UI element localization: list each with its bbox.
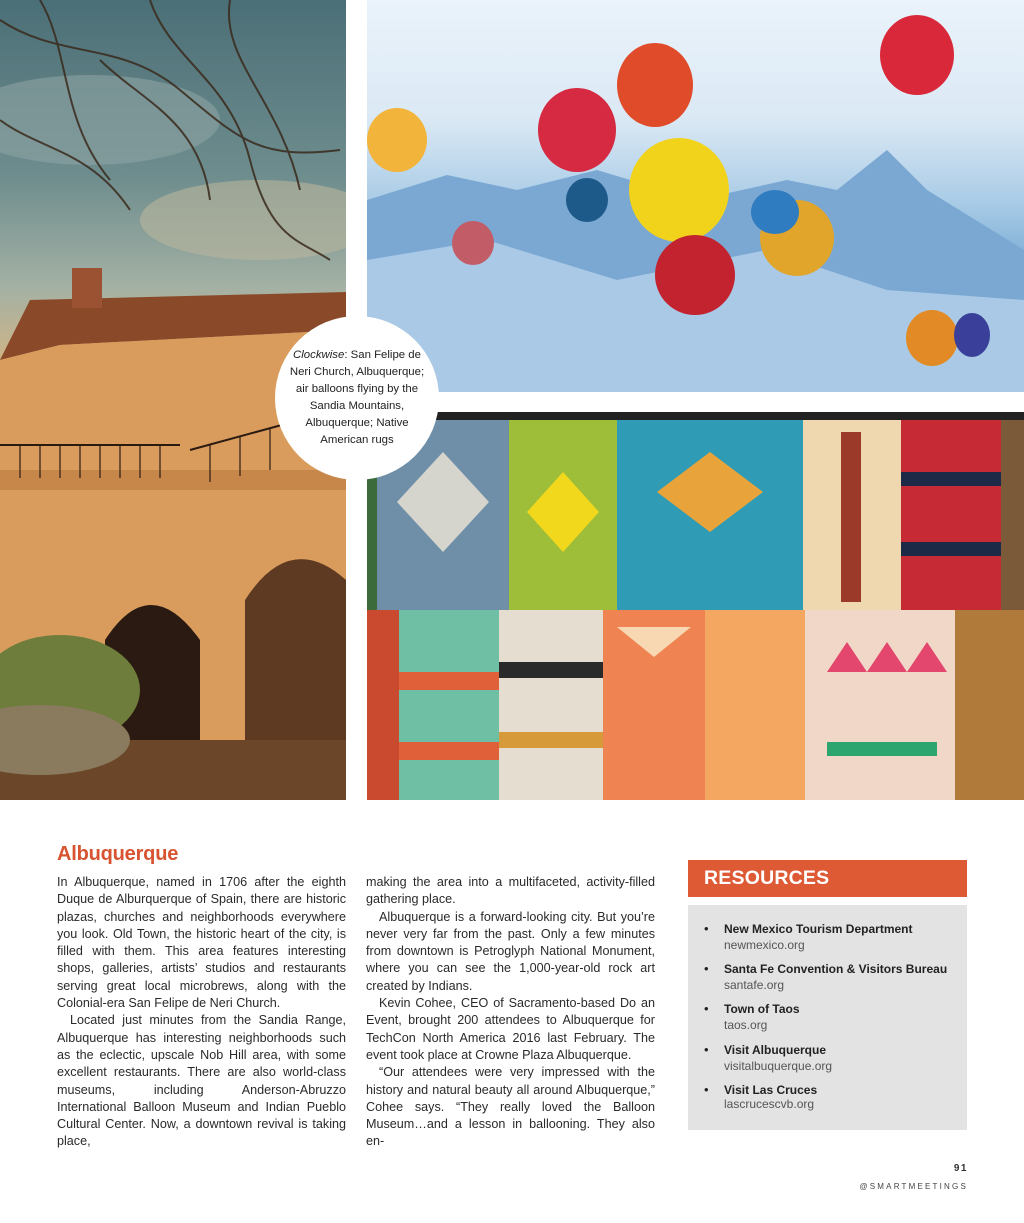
rugs-photo [367, 412, 1024, 800]
article-paragraph: “Our attendees were very impressed with the history and natural beauty all around Albuquerque,” Cohee says. “They really loved the Balloon Museum…and a lesson in ballooning. They also en- [366, 1065, 655, 1149]
article-paragraph: Kevin Cohee, CEO of Sacramento-based Do an Event, brought 200 attendees to Albuquerque for TechCon North America 2016 last February. The event took place at Crowne Plaza Albuquerque. [366, 996, 655, 1062]
article-paragraph: making the area into a multifaceted, activity-filled gathering place. [366, 875, 655, 907]
resource-link[interactable]: visitalbuquerque.org [724, 1059, 833, 1073]
page-number: 91 [953, 1163, 968, 1174]
bullet-icon: • [704, 1082, 709, 1097]
article-paragraph: Located just minutes from the Sandia Range, Albuquerque has interesting neighborhoods such as the eclectic, upscale Nob Hill area, with some excellent restaurants. There are also world-class museums, including Anderson-Abruzzo International Balloon Museum and Indian Pueblo Cultural Center. Now, a downtown revival is taking place, [57, 1013, 346, 1149]
bullet-icon: • [704, 1042, 709, 1057]
resource-name: Santa Fe Convention & Visitors Bureau [724, 962, 948, 976]
resource-name: Visit Las Cruces [724, 1083, 818, 1097]
rugs-illustration [367, 412, 1024, 800]
article-title: Albuquerque [57, 843, 179, 865]
resource-name: New Mexico Tourism Department [724, 922, 913, 936]
article-paragraph: In Albuquerque, named in 1706 after the eighth Duque de Alburquerque of Spain, there are historic plazas, churches and neighborhoods everywhere you look. Old Town, the historic heart of the city, is filled with them. This area features interesting shops, galleries, artists’ studios and restaurants serving great local microbrews, along with the Colonial-era San Felipe de Neri Church. [57, 875, 346, 1011]
caption-body: San Felipe de Neri Church, Albuquerque; air balloons flying by the Sandia Mountains, Albuquerque; Native American rugs [289, 349, 425, 446]
bullet-icon: • [704, 961, 709, 976]
resource-name: Town of Taos [724, 1002, 800, 1016]
site-handle: @SMARTMEETINGS [859, 1182, 968, 1191]
resource-link[interactable]: santafe.org [724, 978, 785, 992]
balloons-photo [367, 0, 1024, 392]
resource-link[interactable]: newmexico.org [724, 938, 805, 952]
resources-box [688, 905, 967, 1130]
photo-caption [275, 316, 439, 480]
article-column-1 [57, 874, 346, 1151]
balloons-illustration [367, 0, 1024, 392]
resource-name: Visit Albuquerque [724, 1043, 827, 1057]
resource-link[interactable]: taos.org [724, 1018, 768, 1032]
resources-header [688, 860, 967, 897]
resources-title: RESOURCES [704, 867, 830, 889]
resource-link[interactable]: lascrucescvb.org [724, 1097, 815, 1111]
caption-text: Clockwise: San Felipe de Neri Church, Albuquerque; air balloons flying by the Sandia Mountains, Albuquerque; Native American rugs [289, 349, 425, 446]
caption-lead: Clockwise [293, 349, 345, 361]
bullet-icon: • [704, 921, 709, 936]
article-paragraph: Albuquerque is a forward-looking city. But you’re never very far from the past. Only a few minutes from downtown is Petroglyph National Monument, where you can see the 1,000-year-old rock art created by Indians. [366, 909, 655, 993]
bullet-icon: • [704, 1001, 709, 1016]
article-column-2 [366, 874, 655, 1151]
